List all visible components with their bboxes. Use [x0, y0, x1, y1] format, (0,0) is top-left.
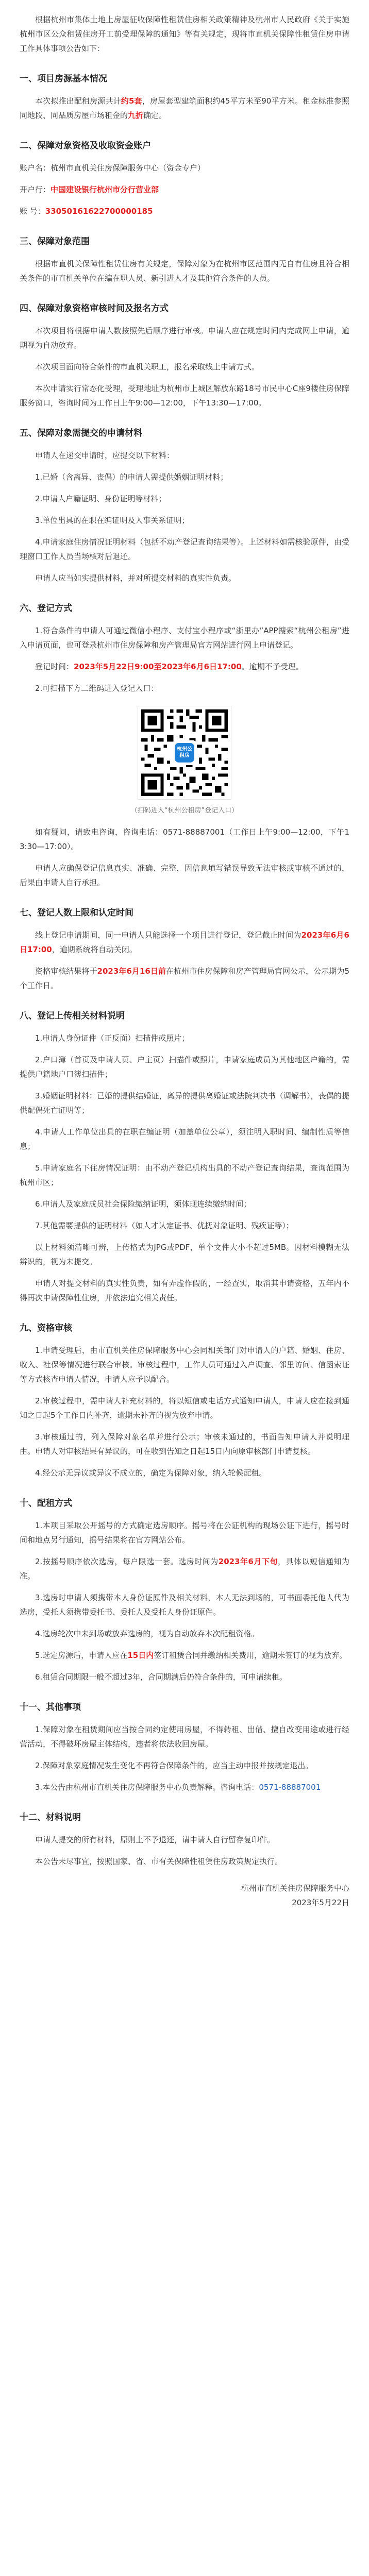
- material-item-1: 1.已婚（含离异、丧偶）的申请人需提供婚姻证明材料；: [35, 472, 228, 482]
- phone-link[interactable]: 0571-88887001: [259, 1783, 321, 1792]
- upload-item-2: 2.户口簿（首页及申请人页、户主页）扫描件或照片，申请家庭成员为其他地区户籍的，需提供户籍地户口簿扫描件；: [20, 1055, 349, 1079]
- review-item-1: 1.申请受理后，由市直机关住房保障服务中心会同相关部门对申请人的户籍、婚姻、住房、收入、社保等情况进行联合审核。审核过程中，工作人员可通过入户调查、邻里访问、信函索证等方式核查申请人情况，申请人应予以配合。: [20, 1346, 349, 1384]
- review-item-3: 3.审核通过的，列入保障对象名单并进行公示；审核未通过的，书面告知申请人并说明理由。申请人对审核结果有异议的，可在收到告知之日起15日内向原审核部门申请复核。: [20, 1432, 349, 1456]
- other-item-2: 2.保障对象家庭情况发生变化不再符合保障条件的，应当主动申报并按规定退出。: [35, 1761, 313, 1770]
- registration-note: 申请人应确保登记信息真实、准确、完整，因信息填写错误导致无法审核或审核不通过的，后果由申请人自行承担。: [20, 863, 349, 887]
- review-item-4: 4.经公示无异议或异议不成立的，确定为保障对象，纳入轮候配租。: [35, 1468, 267, 1478]
- qr-instruction: 2.可扫描下方二维码进入登记入口：: [35, 684, 159, 693]
- section-4-paragraph-3: 本次申请实行常态化受理，受理地址为杭州市上城区解放东路18号市民中心C座9楼住房保障服务窗口，咨询时间为工作日上午9:00—12:00，下午13:30—17:00。: [20, 384, 349, 408]
- upload-item-5: 5.申请家庭名下住房情况证明：由不动产登记机构出具的不动产登记查询结果，查询范围为杭州市区；: [20, 1163, 349, 1187]
- review-item-2: 2.审核过程中，需申请人补充材料的，将以短信或电话方式通知申请人，申请人应在接到通知之日起5个工作日内补齐，逾期未补齐的视为放弃申请。: [20, 1396, 349, 1420]
- allocation-item-3: 3.选房时申请人须携带本人身份证原件及相关材料，本人无法到场的，可书面委托他人代为选房，受托人须携带委托书、委托人及受托人身份证原件。: [20, 1593, 349, 1617]
- registration-time: 登记时间：2023年5月22日9:00至2023年6月6日17:00。逾期不予受理。: [35, 662, 304, 671]
- rent-discount: 九折: [128, 111, 144, 120]
- material-note-1: 申请人提交的所有材料，原则上不予退还，请申请人自行留存复印件。: [35, 1835, 275, 1844]
- section-3-paragraph: 根据市直机关保障性租赁住房有关规定，保障对象为在杭州市区范围内无自有住房且符合相关条件的市直机关单位在编在职人员、新引进人才及其他符合条件的人员。: [20, 259, 349, 283]
- review-result-paragraph: 资格审核结果将于2023年6月16日前在杭州市住房保障和房产管理局官网公示，公示期为5个工作日。: [20, 967, 349, 990]
- allocation-item-5: 5.选定房源后，申请人应在15日内签订租赁合同并缴纳相关费用，逾期未签订的视为放弃。: [35, 1651, 347, 1660]
- allocation-item-1: 1.本项目采取公开摇号的方式确定选房顺序。摇号将在公证机构的现场公证下进行，摇号时间和地点另行通知，摇号结果将在官方网站公布。: [20, 1521, 349, 1545]
- section-1-paragraph: 本次拟推出配租房源共计约5套，房屋套型建筑面积约45平方米至90平方米。租金标准参照同地段、同品质房屋市场租金的九折确定。: [20, 96, 349, 120]
- section-8-title: 八、登记上传相关材料说明: [20, 1011, 125, 1021]
- section-3-title: 三、保障对象范围: [20, 236, 90, 247]
- section-4-title: 四、保障对象资格审核时间及报名方式: [20, 303, 169, 314]
- housing-count: 约5套: [121, 96, 142, 106]
- account-name: 账户名：杭州市直机关住房保障服务中心（资金专户）: [20, 163, 206, 173]
- deadline-paragraph: 线上登记申请期间，同一申请人只能选择一个项目进行登记，登记截止时间为2023年6月6日17:00，逾期系统将自动关闭。: [20, 930, 349, 954]
- signature-org: 杭州市直机关住房保障服务中心: [241, 1884, 349, 1893]
- qr-logo: 杭州公租房: [173, 741, 196, 764]
- section-7-title: 七、登记人数上限和认定时间: [20, 908, 133, 918]
- qr-code-container: [20, 706, 349, 800]
- section-9-title: 九、资格审核: [20, 1323, 72, 1333]
- section-5-title: 五、保障对象需提交的申请材料: [20, 428, 142, 438]
- authenticity-note: 申请人对提交材料的真实性负责，如有弄虚作假的，一经查实，取消其申请资格，五年内不得再次申请保障性住房，并依法追究相关责任。: [20, 1279, 349, 1302]
- allocation-item-6: 6.租赁合同期限一般不超过3年，合同期满后仍符合条件的，可申请续租。: [35, 1672, 287, 1682]
- material-note-2: 本公告未尽事宜，按照国家、省、市有关保障性租赁住房政策规定执行。: [35, 1857, 283, 1866]
- section-11-title: 十一、其他事项: [20, 1702, 81, 1713]
- material-item-4: 4.申请家庭住房情况证明材料（包括不动产登记查询结果等）。上述材料如需核验原件，由受理窗口工作人员当场核对后退还。: [20, 537, 349, 561]
- upload-item-7: 7.其他需要提供的证明材料（如人才认定证书、优抚对象证明、残疾证等）；: [35, 1221, 294, 1230]
- section-12-title: 十二、材料说明: [20, 1812, 81, 1823]
- other-item-3: 3.本公告由杭州市直机关住房保障服务中心负责解释。咨询电话：0571-88887001: [35, 1783, 321, 1792]
- upload-item-1: 1.申请人身份证件（正反面）扫描件或照片；: [35, 1033, 190, 1043]
- material-item-2: 2.申请人户籍证明、身份证明等材料；: [35, 494, 166, 503]
- section-4-paragraph-1: 本次项目将根据申请人数按照先后顺序进行审核。申请人应在规定时间内完成网上申请，逾期视为自动放弃。: [20, 326, 349, 350]
- upload-item-3: 3.婚姻证明材料：已婚的提供结婚证，离异的提供离婚证或法院判决书（调解书），丧偶的提供配偶死亡证明等；: [20, 1091, 349, 1115]
- qr-caption: （扫码进入“杭州公租房”登记入口）: [130, 807, 239, 815]
- bank-account: 账 号：33050161622700000185: [20, 207, 153, 216]
- section-5-note: 申请人应当如实提供材料，并对所提交材料的真实性负责。: [35, 573, 237, 583]
- upload-format-note: 以上材料须清晰可辨，上传格式为JPG或PDF，单个文件大小不超过5MB。因材料模糊无法辨识的，视为未提交。: [20, 1243, 349, 1266]
- intro-paragraph: 根据杭州市集体土地上房屋征收保障性租赁住房相关政策精神及杭州市人民政府《关于实施杭州市区公众租赁住房开工前受理保障的通知》等有关规定，现将市直机关保障性租赁住房申请工作具体事项公告如下：: [20, 15, 349, 53]
- section-10-title: 十、配租方式: [20, 1498, 72, 1509]
- section-5-intro: 申请人在递交申请时，应提交以下材料：: [35, 451, 175, 460]
- qr-code[interactable]: [138, 706, 231, 800]
- signature-date: 2023年5月22日: [292, 1898, 349, 1907]
- bank-name: 开户行：中国建设银行杭州市分行营业部: [20, 185, 159, 194]
- upload-item-4: 4.申请人工作单位出具的在职在编证明（加盖单位公章），须注明入职时间、编制性质等信息；: [20, 1127, 349, 1151]
- section-1-title: 一、项目房源基本情况: [20, 74, 107, 84]
- upload-item-6: 6.申请人及家庭成员社会保险缴纳证明，须体现连续缴纳时间；: [35, 1199, 251, 1209]
- consult-phone: 如有疑问，请致电咨询，咨询电话：0571-88887001（工作日上午9:00—12:00，下午13:30—17:00）。: [20, 827, 349, 851]
- other-item-1: 1.保障对象在租赁期间应当按合同约定使用房屋，不得转租、出借、擅自改变用途或进行经营活动，不得破坏房屋主体结构，违者将依法收回房屋。: [20, 1725, 349, 1749]
- section-6-title: 六、登记方式: [20, 603, 72, 614]
- allocation-item-4: 4.选房轮次中未到场或放弃选房的，视为自动放弃本次配租资格。: [35, 1629, 259, 1638]
- registration-method: 1.符合条件的申请人可通过微信小程序、支付宝小程序或“浙里办”APP搜索“杭州公租房”进入申请页面，也可登录杭州市住房保障和房产管理局官方网站进行网上申请登记。: [20, 626, 349, 650]
- allocation-item-2: 2.按摇号顺序依次选房，每户限选一套。选房时间为2023年6月下旬，具体以短信通知为准。: [20, 1557, 349, 1581]
- section-4-paragraph-2: 本次项目面向符合条件的市直机关职工，报名采取线上申请方式。: [35, 362, 260, 371]
- material-item-3: 3.单位出具的在职在编证明及人事关系证明；: [35, 516, 190, 525]
- section-2-title: 二、保障对象资格及收取资金账户: [20, 141, 151, 151]
